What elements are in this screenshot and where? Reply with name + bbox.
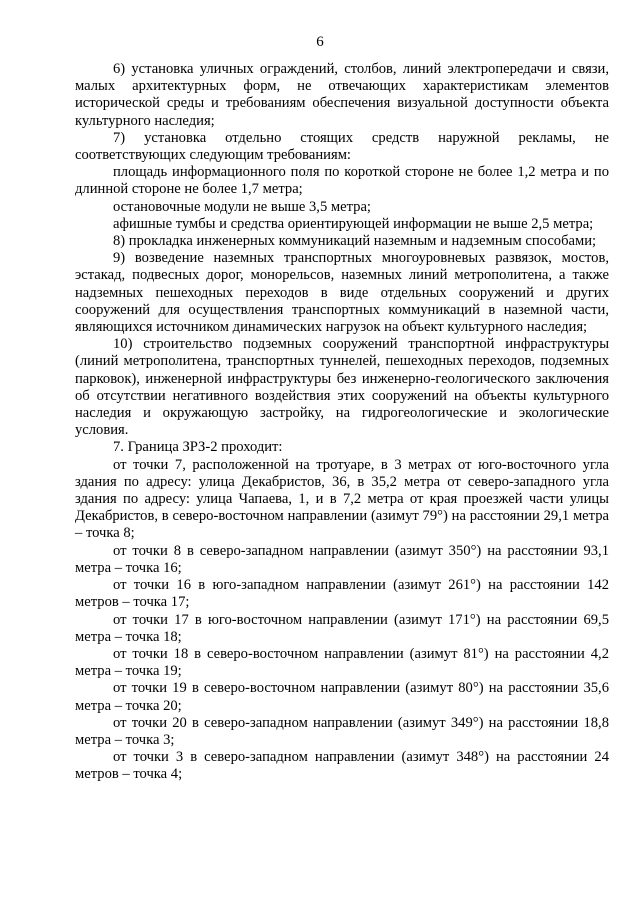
- boundary-point-3: от точки 3 в северо-западном направлении (азимут 348°) на расстоянии 24 метров – точка 4;: [75, 749, 609, 783]
- paragraph-item-9: 9) возведение наземных транспортных многоуровневых развязок, мостов, эстакад, подвесных дорог, монорельсов, наземных линий метрополитена, а также надземных пешеходных переходов в виде отдельных сооружений и других сооружений для осуществления транспортных коммуникаций в наземной части, являющихся источником динамических нагрузок на объект культурного наследия;: [75, 250, 609, 336]
- paragraph-item-10: 10) строительство подземных сооружений транспортной инфраструктуры (линий метрополитена, транспортных туннелей, пешеходных переходов, подземных парковок), инженерной инфраструктуры без инженерно-геологического заключения об отсутствии негативного воздействия этих сооружений на объекты культурного наследия и окружающую застройку, на гидрогеологические и экологические условия.: [75, 336, 609, 439]
- boundary-point-8: от точки 8 в северо-западном направлении (азимут 350°) на расстоянии 93,1 метра – точка 16;: [75, 542, 609, 576]
- boundary-point-17: от точки 17 в юго-восточном направлении (азимут 171°) на расстоянии 69,5 метра – точка 18;: [75, 611, 609, 645]
- document-body: [75, 61, 609, 784]
- boundary-point-16: от точки 16 в юго-западном направлении (азимут 261°) на расстоянии 142 метров – точка 17;: [75, 577, 609, 611]
- boundary-point-18: от точки 18 в северо-восточном направлении (азимут 81°) на расстоянии 4,2 метра – точка 19;: [75, 645, 609, 680]
- paragraph-item-6: 6) установка уличных ограждений, столбов, линий электропередачи и связи, малых архитектурных форм, не отвечающих характеристикам элементов исторической среды и требованиям обеспечения визуальной доступности объекта культурного наследия;: [75, 61, 609, 129]
- boundary-point-19: от точки 19 в северо-восточном направлении (азимут 80°) на расстоянии 35,6 метра – точка 20;: [75, 680, 609, 714]
- section-heading-zrz-2: 7. Граница ЗРЗ-2 проходит:: [113, 439, 283, 456]
- paragraph-item-8: 8) прокладка инженерных коммуникаций наземным и надземным способами;: [113, 233, 597, 250]
- boundary-point-7: от точки 7, расположенной на тротуаре, в 3 метрах от юго-восточного угла здания по адресу: улица Декабристов, 36, в 35,2 метра от северо-западного угла здания по адресу: улица Чапаева, 1, и в 7,2 метра от края проезжей части улицы Декабристов, в северо-восточном направлении (азимут 79°) на расстоянии 29,1 метра – точка 8;: [75, 456, 609, 542]
- paragraph-requirement-bus-stop: остановочные модули не выше 3,5 метра;: [113, 198, 371, 215]
- page-number: 6: [316, 34, 324, 50]
- paragraph-item-7: 7) установка отдельно стоящих средств наружной рекламы, не соответствующих следующим требованиям:: [75, 129, 609, 164]
- paragraph-requirement-info-field: площадь информационного поля по короткой стороне не более 1,2 метра и по длинной стороне не более 1,7 метра;: [75, 164, 609, 198]
- boundary-point-20: от точки 20 в северо-западном направлении (азимут 349°) на расстоянии 18,8 метра – точка 3;: [75, 714, 609, 748]
- paragraph-requirement-poster-columns: афишные тумбы и средства ориентирующей информации не выше 2,5 метра;: [113, 215, 594, 232]
